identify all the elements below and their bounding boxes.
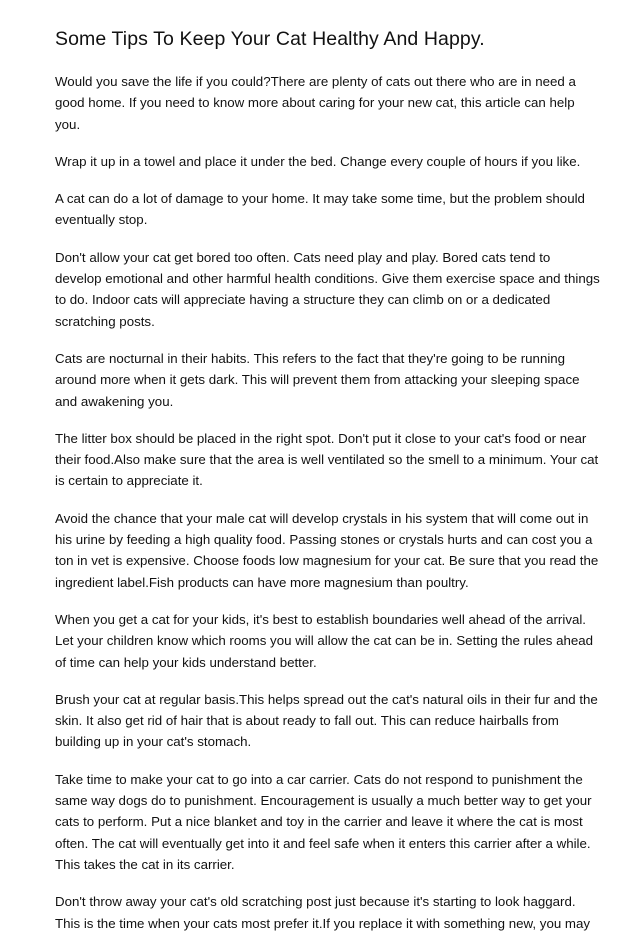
paragraph-10: Take time to make your cat to go into a car carrier. Cats do not respond to punishment the same way dogs do to punishment. Encouragement is usually a much better way to get your cats to perform. Put a nice blanket and toy in the carrier and leave it where the cat is most often. The cat will eventually get into it and feel safe when it enters this carrier after a while. This takes the cat in its carrier. [55, 771, 592, 872]
paragraph-3: A cat can do a lot of damage to your home. It may take some time, but the problem should eventually stop. [55, 191, 585, 228]
paragraph-6: The litter box should be placed in the right spot. Don't put it close to your cat's food or near their food.Also make sure that the area is well ventilated so the smell to a minimum. Your cat is certain to appreciate it. [55, 430, 599, 489]
document-title: Some Tips To Keep Your Cat Healthy And Happy. [55, 28, 485, 50]
paragraph-4: Don't allow your cat get bored too often. Cats need play and play. Bored cats tend to develop emotional and other harmful health conditions. Give them exercise space and things to do. Indoor cats will appreciate having a structure they can climb on or a dedicated scratching posts. [55, 249, 600, 329]
document-page [55, 26, 600, 934]
paragraph-1: Would you save the life if you could?There are plenty of cats out there who are in need a good home. If you need to know more about caring for your new cat, this article can help you. [55, 74, 576, 132]
paragraph-5: Cats are nocturnal in their habits. This refers to the fact that they're going to be running around more when it gets dark. This will prevent them from attacking your sleeping space and awakening you. [55, 350, 580, 409]
paragraph-8: When you get a cat for your kids, it's best to establish boundaries well ahead of the arrival. Let your children know which rooms you will allow the cat can be in. Setting the rules ahead of time can help your kids understand better. [55, 611, 594, 670]
paragraph-9: Brush your cat at regular basis.This helps spread out the cat's natural oils in their fur and the skin. It also get rid of hair that is about ready to fall out. This can reduce hairballs from building up in your cat's stomach. [55, 691, 598, 750]
paragraph-2: Wrap it up in a towel and place it under the bed. Change every couple of hours if you like. [55, 153, 581, 169]
paragraph-11: Don't throw away your cat's old scratching post just because it's starting to look haggard. This is the time when your cats most prefer it.If you replace it with something new, you may [55, 894, 591, 931]
paragraph-7: Avoid the chance that your male cat will develop crystals in his system that will come out in his urine by feeding a high quality food. Passing stones or crystals hurts and can cost you a ton in vet is expensive. Choose foods low magnesium for your cat. Be sure that you read the ingredient label.Fish products can have more magnesium than poultry. [55, 510, 599, 590]
